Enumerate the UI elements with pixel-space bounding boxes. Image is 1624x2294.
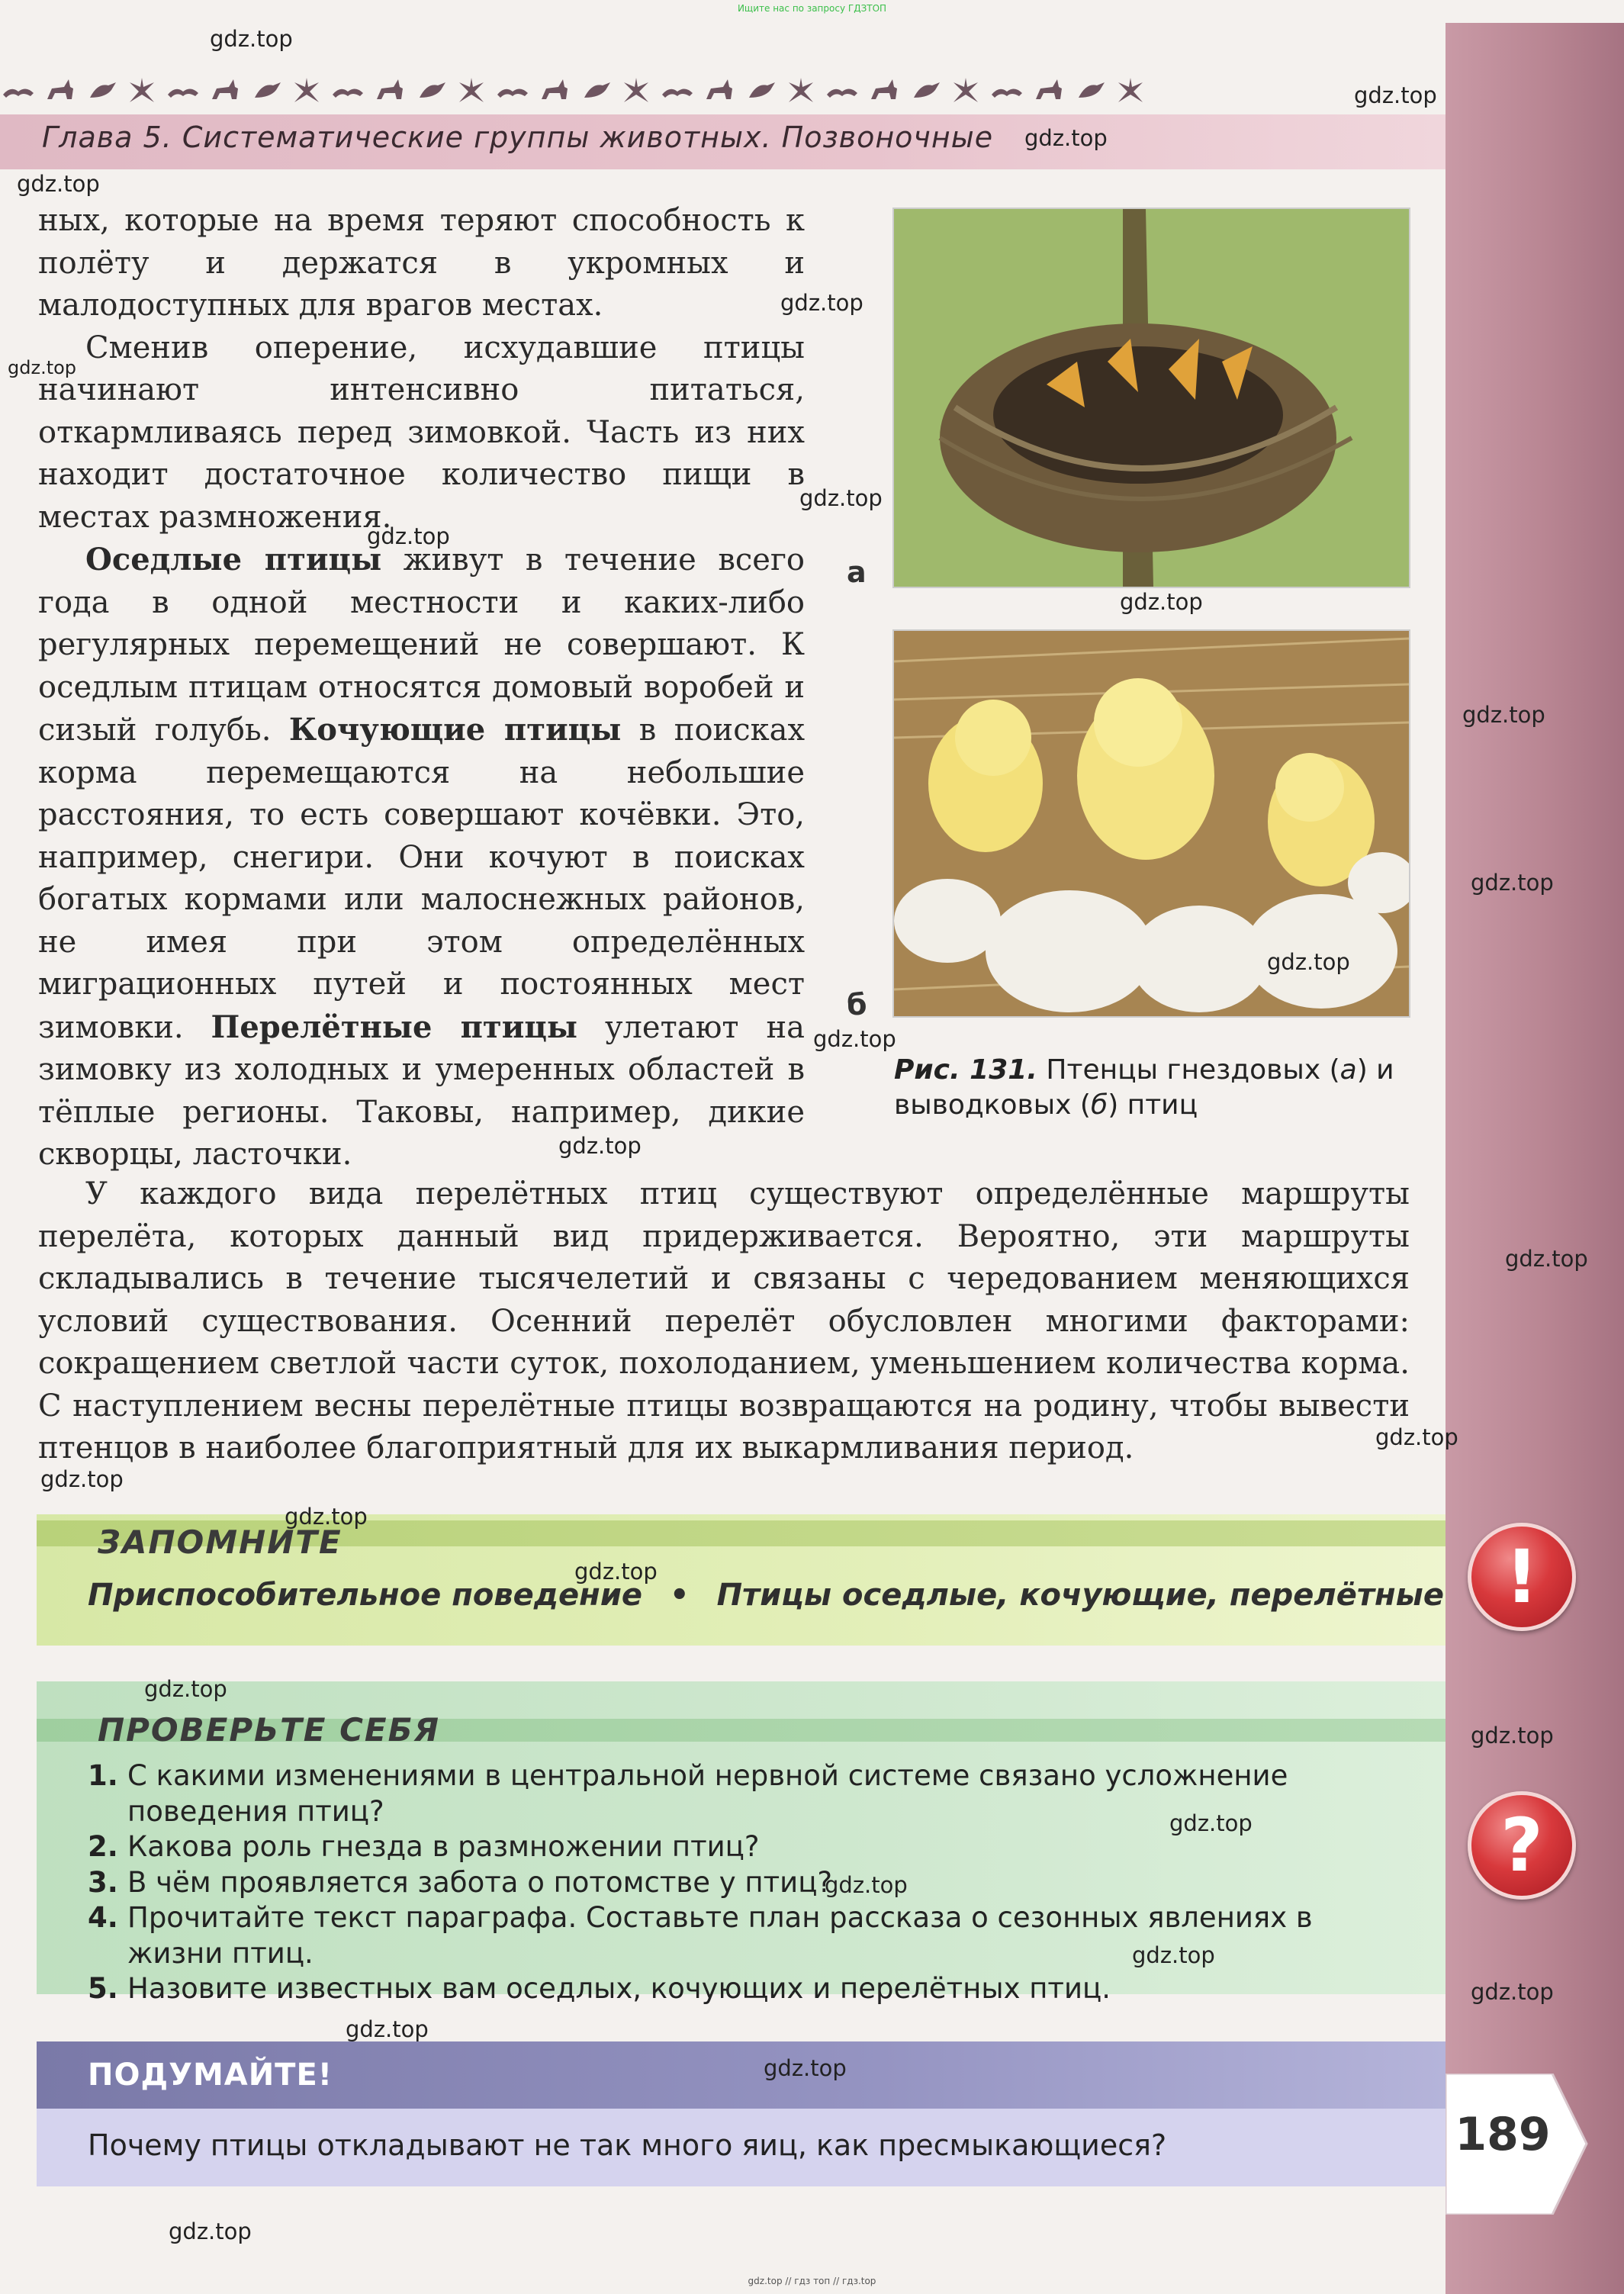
watermark: gdz.top (1462, 702, 1545, 728)
term-sedentary-birds: Оседлые птицы (85, 542, 382, 578)
think-title: ПОДУМАЙТЕ! (88, 2058, 333, 2093)
main-text-wide (38, 1173, 1410, 1470)
nestling-chicks-photo (892, 208, 1410, 588)
rabbit-icon (206, 72, 243, 108)
bird-icon (865, 72, 902, 108)
watermark: gdz.top (1505, 1246, 1588, 1272)
page-edge-decoration (1446, 23, 1624, 2294)
paragraph-1: ных, которые на время теряют способность к полёту и держатся в укромных и малодоступных для врагов местах. (38, 203, 805, 323)
fish-icon (247, 72, 284, 108)
snake-icon (824, 72, 860, 108)
remember-term-2: Птицы оседлые, кочующие, перелётные (716, 1578, 1444, 1613)
watermark: gdz.top (1471, 870, 1554, 896)
watermark: gdz.top (813, 1026, 896, 1052)
check-yourself-title: ПРОВЕРЬТЕ СЕБЯ (98, 1711, 440, 1749)
lizard-icon (741, 72, 778, 108)
crab-icon (288, 72, 325, 108)
list-item: 2. Какова роль гнезда в размножении птиц? (88, 1830, 760, 1863)
figure-caption (894, 1053, 1420, 1123)
spider-icon (700, 72, 737, 108)
watermark: gdz.top (574, 1559, 658, 1585)
watermark: gdz.top (17, 171, 100, 197)
watermark: gdz.top (1169, 1810, 1253, 1836)
fox-icon (535, 72, 572, 108)
footer-note: gdz.top // гдз топ // гдз.top (748, 2276, 876, 2286)
watermark: gdz.top (825, 1872, 908, 1898)
lizard-icon (0, 72, 37, 108)
chapter-title: Глава 5. Систематические группы животных. Позвоночные (42, 121, 994, 154)
butterfly-icon (906, 72, 943, 108)
nest-illustration (894, 209, 1409, 587)
caption-part-3: ) птиц (1108, 1089, 1198, 1121)
insect-icon (124, 72, 160, 108)
watermark: gdz.top (764, 2055, 847, 2081)
watermark: gdz.top (346, 2016, 429, 2042)
watermark: gdz.top (1132, 1942, 1215, 1968)
watermark: gdz.top (367, 523, 450, 549)
deer-icon (41, 72, 78, 108)
caption-part-1: Птенцы гнездовых ( (1037, 1054, 1340, 1086)
watermark: gdz.top (1471, 1979, 1554, 2005)
fish-icon (1071, 72, 1108, 108)
animal-silhouette-strip (0, 60, 1343, 108)
bird-icon (82, 72, 119, 108)
horse-icon (989, 72, 1025, 108)
watermark: gdz.top (1120, 589, 1203, 615)
watermark: gdz.top (780, 290, 863, 316)
list-item: 4. Прочитайте текст параграфа. Составьте план рассказа о сезонных явлениях в жизни птиц. (88, 1901, 1313, 1970)
main-text-left-column (38, 200, 805, 1176)
remember-title: ЗАПОМНИТЕ (98, 1523, 342, 1561)
list-item: 5. Назовите известных вам оседлых, кочующих и перелётных птиц. (88, 1972, 1111, 2005)
list-item: 1. С какими изменениями в центральной нервной системе связано усложнение поведения птиц? (88, 1759, 1288, 1828)
figure-label-b: б (847, 988, 867, 1022)
watermark: gdz.top (1471, 1723, 1554, 1749)
remember-term-1: Приспособительное поведение (88, 1578, 642, 1613)
figure-number: Рис. 131. (894, 1054, 1037, 1086)
watermark: gdz.top (169, 2218, 252, 2244)
watermark: gdz.top (558, 1133, 642, 1159)
watermark: gdz.top (40, 1466, 124, 1492)
caption-ref-b: б (1090, 1089, 1108, 1121)
watermark: gdz.top (1024, 125, 1108, 151)
watermark: gdz.top (1354, 82, 1437, 108)
paragraph-4: У каждого вида перелётных птиц существуют определённые маршруты перелёта, которых данный вид придерживается. Вероятно, эти маршруты складывались в течение тысячелетий и связаны с чередованием меняющихся условий существования. Осенний перелёт обусловлен многими факторами: сокращением светлой части суток, похолоданием, уменьшением количества корма. С наступлением весны перелётные птицы возвращаются на родину, чтобы вывести птенцов в наиболее благоприятный для их выкармливания период. (38, 1176, 1410, 1466)
bird-icon (659, 72, 696, 108)
remember-terms (88, 1578, 1444, 1613)
list-item: 3. В чём проявляется забота о потомстве у птиц? (88, 1865, 833, 1899)
watermark: gdz.top (285, 1504, 368, 1530)
think-question: Почему птицы откладывают не так много яиц, как пресмыкающиеся? (88, 2128, 1167, 2162)
lizard-icon (453, 72, 490, 108)
deer-icon (618, 72, 654, 108)
butterfly-icon (330, 72, 366, 108)
term-nomadic-birds: Кочующие птицы (288, 712, 622, 748)
scorpion-icon (947, 72, 984, 108)
watermark: gdz.top (799, 485, 883, 511)
page-number: 189 (1455, 2108, 1551, 2161)
watermark: gdz.top (1375, 1424, 1458, 1450)
figure-label-a: а (847, 555, 867, 589)
paragraph-2: Сменив оперение, исхудавшие птицы начинают интенсивно питаться, откармливаясь перед зимовкой. Часть из них находит достаточное количество пищи в местах размножения. (38, 330, 805, 535)
caption-part-2: ) и выводковых ( (894, 1054, 1394, 1121)
watermark: gdz.top (8, 357, 77, 378)
check-yourself-list (88, 1758, 1415, 2007)
paragraph-3-part-2: в поисках корма перемещаются на небольшие расстояния, то есть совершают кочёвки. Это, например, снегири. Они кочуют в поисках богатых кормами или малоснежных районов, не имея при этом определённых миграционных путей и постоянных мест зимовки. (38, 713, 806, 1045)
fish-icon (783, 72, 819, 108)
paragraph-3 (38, 539, 805, 1176)
remember-separator: • (669, 1578, 690, 1613)
paragraph-3-part-3: улетают на зимовку из холодных и умеренных областей в тёплые регионы. Таковы, например, дикие скворцы, ласточки. (38, 1009, 806, 1172)
watermark: gdz.top (210, 26, 293, 52)
paragraph-3-part-1: живут в течение всего года в одной местности и каких-либо регулярных перемещений не совершают. К оседлым птицам относятся домовый воробей и сизый голубь. (38, 542, 805, 748)
bird-icon (1030, 72, 1066, 108)
exclamation-icon: ! (1468, 1523, 1576, 1631)
horse-icon (412, 72, 449, 108)
beetle-icon (577, 72, 613, 108)
watermark: gdz.top (1267, 949, 1350, 975)
top-note: Ищите нас по запросу ГДЗТОП (737, 3, 887, 14)
question-icon: ? (1468, 1791, 1576, 1900)
wolf-icon (165, 72, 201, 108)
fish-icon (494, 72, 531, 108)
watermark: gdz.top (144, 1676, 227, 1702)
term-migratory-birds: Перелётные птицы (211, 1009, 578, 1045)
caption-ref-a: а (1339, 1054, 1357, 1086)
scorpion-icon (371, 72, 407, 108)
moose-icon (1112, 72, 1149, 108)
